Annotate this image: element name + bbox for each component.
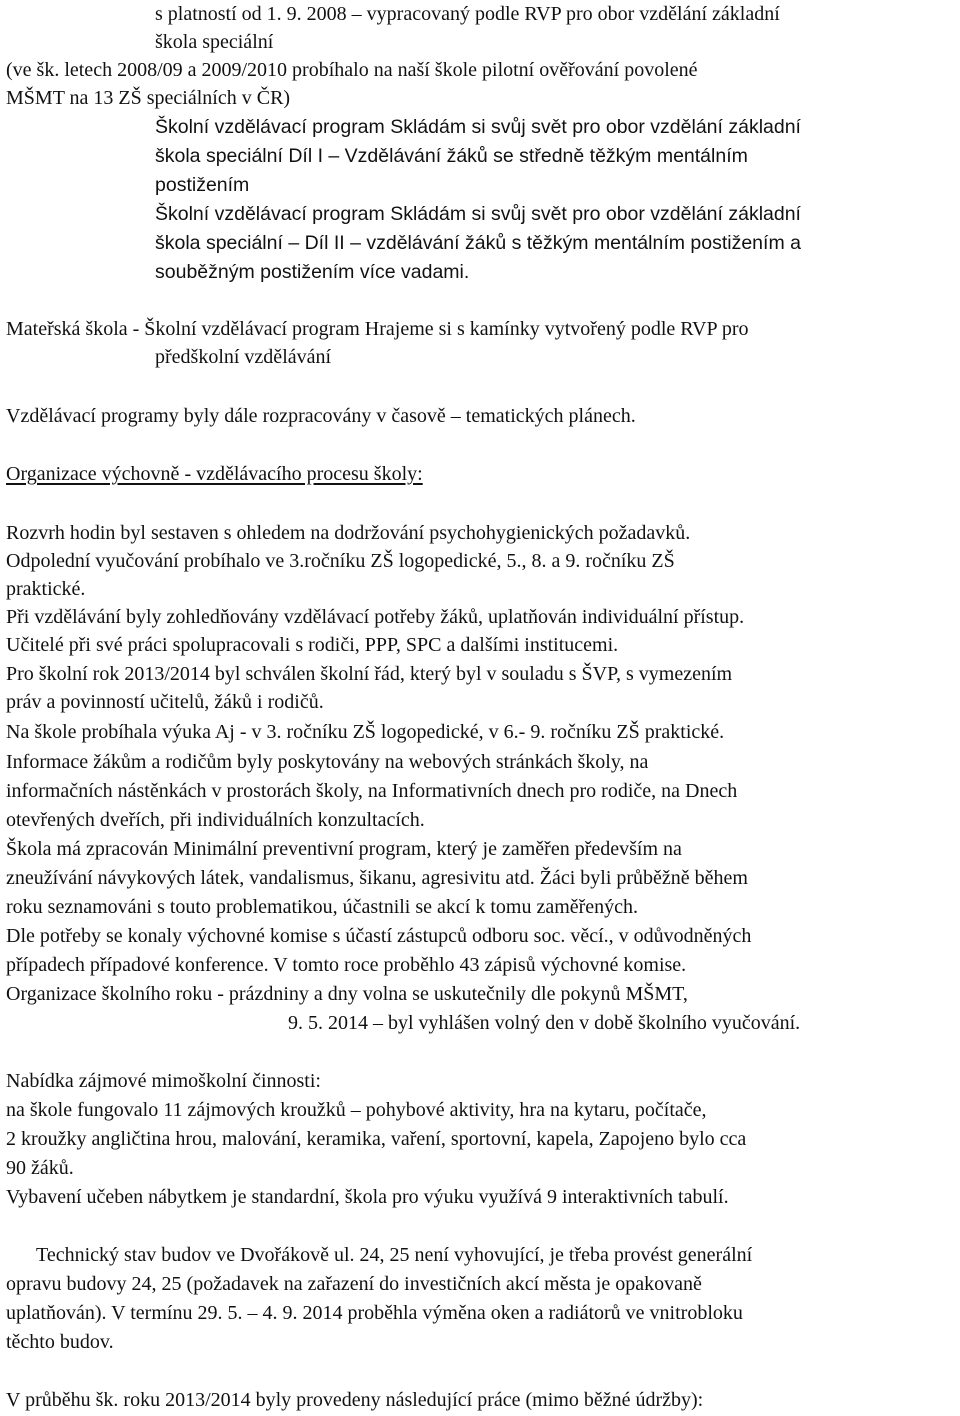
text-line: praktické. <box>6 578 86 600</box>
text-line: opravu budovy 24, 25 (požadavek na zařazení do investičních akcí města je opakovaně <box>6 1273 702 1295</box>
text-line: souběžným postižením více vadami. <box>155 261 470 283</box>
text-line: postižením <box>155 174 250 196</box>
text-line: uplatňován). V termínu 29. 5. – 4. 9. 2014 proběhla výměna oken a radiátorů ve vnitrobloku <box>6 1302 743 1324</box>
text-line: 90 žáků. <box>6 1157 74 1179</box>
text-line: Školní vzdělávací program Skládám si svůj svět pro obor vzdělání základní <box>155 203 801 225</box>
text-line: škola speciální – Díl II – vzdělávání žáků s těžkým mentálním postižením a <box>155 232 801 254</box>
text-line: Nabídka zájmové mimoškolní činnosti: <box>6 1070 321 1092</box>
text-line: práv a povinností učitelů, žáků i rodičů. <box>6 691 324 713</box>
text-line: škola speciální <box>155 31 274 53</box>
text-line: Rozvrh hodin byl sestaven s ohledem na dodržování psychohygienických požadavků. <box>6 522 691 544</box>
section-heading: Organizace výchovně - vzdělávacího procesu školy: <box>6 463 423 485</box>
text-line: Informace žákům a rodičům byly poskytovány na webových stránkách školy, na <box>6 751 649 773</box>
text-line: Technický stav budov ve Dvořákově ul. 24, 25 není vyhovující, je třeba provést generální <box>36 1244 753 1266</box>
text-line: škola speciální Díl I – Vzdělávání žáků se středně těžkým mentálním <box>155 145 748 167</box>
text-line: s platností od 1. 9. 2008 – vypracovaný podle RVP pro obor vzdělání základní <box>155 3 780 25</box>
text-line: 9. 5. 2014 – byl vyhlášen volný den v době školního vyučování. <box>288 1012 801 1034</box>
text-line: předškolní vzdělávání <box>155 346 332 368</box>
text-line: Učitelé při své práci spolupracovali s rodiči, PPP, SPC a dalšími institucemi. <box>6 634 619 656</box>
text-line: těchto budov. <box>6 1331 114 1353</box>
text-line: Mateřská škola - Školní vzdělávací program Hrajeme si s kamínky vytvořený podle RVP pro <box>6 318 749 340</box>
text-line: Vybavení učeben nábytkem je standardní, škola pro výuku využívá 9 interaktivních tabulí. <box>6 1186 729 1208</box>
text-line: případech případové konference. V tomto roce proběhlo 43 zápisů výchovné komise. <box>6 954 687 976</box>
text-line: 2 kroužky angličtina hrou, malování, keramika, vaření, sportovní, kapela, Zapojeno bylo cca <box>6 1128 747 1150</box>
text-line: Organizace školního roku - prázdniny a dny volna se uskutečnily dle pokynů MŠMT, <box>6 983 688 1005</box>
text-line: Vzdělávací programy byly dále rozpracovány v časově – tematických plánech. <box>6 405 636 427</box>
text-line: otevřených dveřích, při individuálních konzultacích. <box>6 809 425 831</box>
text-line: na škole fungovalo 11 zájmových kroužků – pohybové aktivity, hra na kytaru, počítače, <box>6 1099 707 1121</box>
text-line: Dle potřeby se konaly výchovné komise s účastí zástupců odboru soc. věcí., v odůvodněných <box>6 925 752 947</box>
text-line: V průběhu šk. roku 2013/2014 byly provedeny následující práce (mimo běžné údržby): <box>6 1389 704 1411</box>
text-line: Škola má zpracován Minimální preventivní program, který je zaměřen především na <box>6 838 682 860</box>
text-line: Školní vzdělávací program Skládám si svůj svět pro obor vzdělání základní <box>155 116 801 138</box>
text-line: Odpolední vyučování probíhalo ve 3.ročníku ZŠ logopedické, 5., 8. a 9. ročníku ZŠ <box>6 550 675 572</box>
text-line: MŠMT na 13 ZŠ speciálních v ČR) <box>6 87 291 109</box>
text-line: roku seznamováni s touto problematikou, účastnili se akcí k tomu zaměřených. <box>6 896 639 918</box>
text-line: zneužívání návykových látek, vandalismus, šikanu, agresivitu atd. Žáci byli průběžně během <box>6 867 748 889</box>
text-line: Na škole probíhala výuka Aj - v 3. ročníku ZŠ logopedické, v 6.- 9. ročníku ZŠ praktické. <box>6 721 725 743</box>
text-line: Při vzdělávání byly zohledňovány vzdělávací potřeby žáků, uplatňován individuální přístup. <box>6 606 745 628</box>
text-line: (ve šk. letech 2008/09 a 2009/2010 probíhalo na naší škole pilotní ověřování povolené <box>6 59 698 81</box>
text-line: informačních nástěnkách v prostorách školy, na Informativních dnech pro rodiče, na Dnech <box>6 780 738 802</box>
text-line: Pro školní rok 2013/2014 byl schválen školní řád, který byl v souladu s ŠVP, s vymezením <box>6 663 733 685</box>
